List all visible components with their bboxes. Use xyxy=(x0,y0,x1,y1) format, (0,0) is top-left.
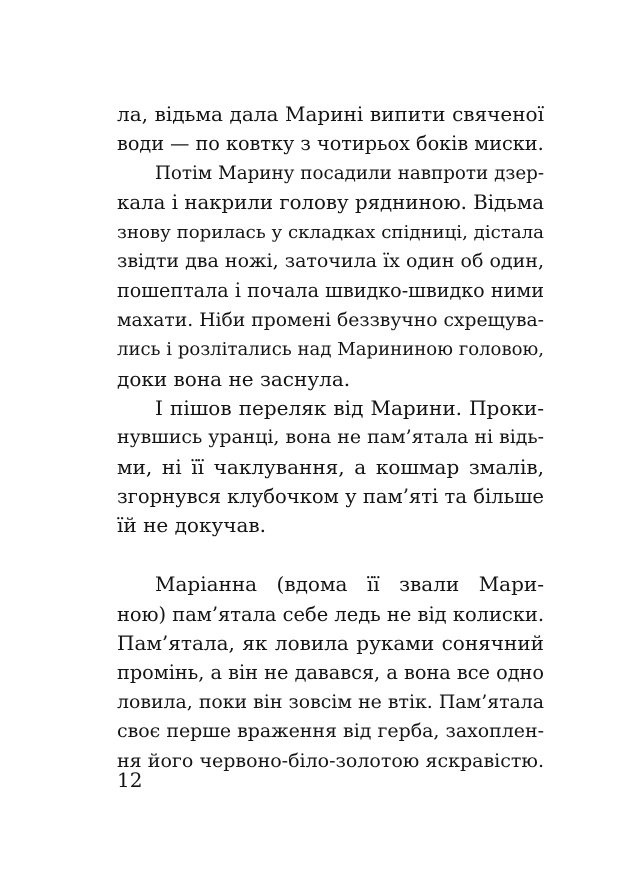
page-number: 12 xyxy=(117,768,143,792)
text-line: пошептала і почала швидко-швидко ними xyxy=(117,279,544,303)
text-line: доки вона не заснула. xyxy=(117,366,351,391)
text-line: згорнувся клубочком у пам’яті та більше xyxy=(117,485,544,509)
text-line: ловила, поки він зовсім не втік. Пам’ятала xyxy=(117,690,544,713)
text-line: Потім Марину посадили навпроти дзер- xyxy=(155,162,544,184)
text-line: нувшись уранці, вона не пам’ятала ні відь- xyxy=(117,426,544,449)
text-line: їй не докучав. xyxy=(117,513,266,538)
text-line: І пішов переляк від Марини. Проки- xyxy=(155,395,544,420)
text-line: лись і розлітались над Марининою головою, xyxy=(117,339,544,361)
text-line: промінь, а він не давався, а вона все одно xyxy=(117,661,544,685)
text-line: води — по ковтку з чотирьох боків миски. xyxy=(117,132,544,156)
text-line: ла, відьма дала Марині випити свяченої xyxy=(117,102,544,126)
text-line: своє перше враження від герба, захоплен- xyxy=(117,720,544,743)
text-line: ною) пам’ятала себе ледь не від колиски. xyxy=(117,602,544,626)
text-line: Маріанна (вдома її звали Мари- xyxy=(155,572,544,597)
text-line: ня його червоно-біло-золотою яскравістю. xyxy=(117,749,544,772)
body-text xyxy=(117,100,544,776)
text-line: махати. Ніби промені беззвучно схрещува- xyxy=(117,309,544,331)
text-line: знову порилась у складках спідниці, дістала xyxy=(117,221,544,243)
section-break xyxy=(117,541,544,570)
text-line: Пам’ятала, як ловила руками сонячний xyxy=(117,631,544,656)
text-line: звідти два ножі, заточила їх один об один, xyxy=(117,249,544,272)
text-line: кала і накрили голову рядниною. Відьма xyxy=(117,191,544,215)
text-line: ми, ні її чаклування, а кошмар змалів, xyxy=(117,454,544,479)
